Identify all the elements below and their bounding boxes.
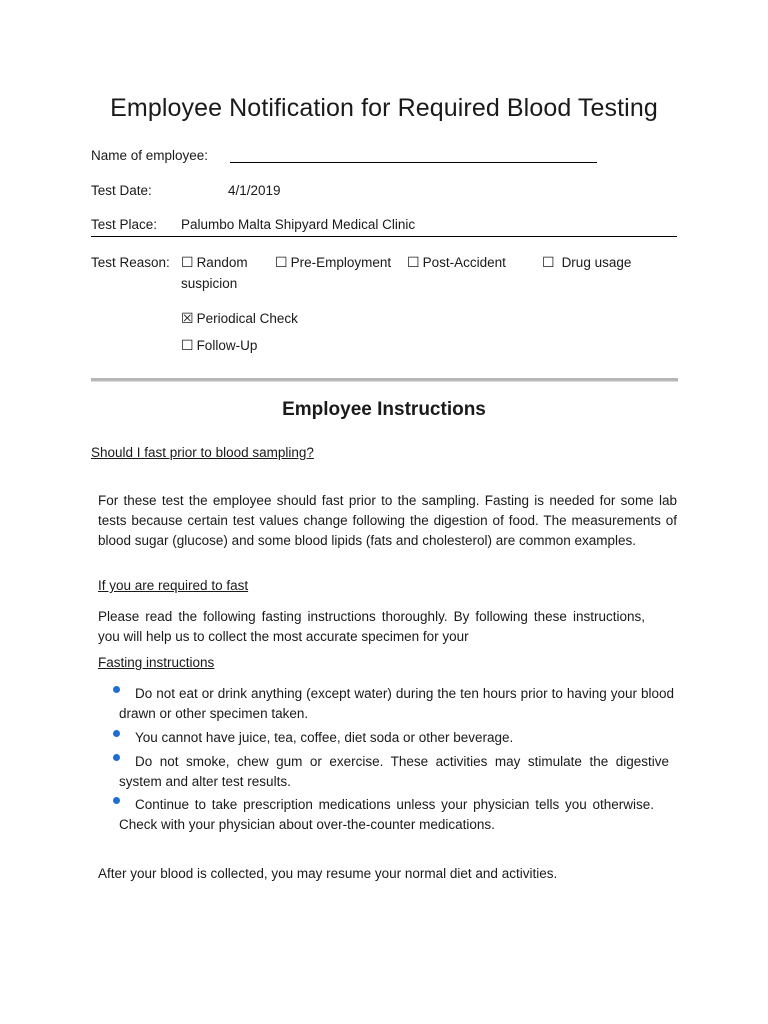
reason-random-label: Random — [196, 255, 248, 270]
checkbox-drug-usage[interactable]: ☐ — [542, 254, 555, 270]
checkbox-periodical-check[interactable]: ☒ — [181, 310, 194, 326]
reason-label: Test Reason: — [91, 255, 170, 270]
closing-paragraph: After your blood is collected, you may resume your normal diet and activities. — [98, 866, 558, 881]
reason-periodical-check[interactable] — [181, 310, 298, 327]
page-title: Employee Notification for Required Blood Testing — [110, 94, 658, 122]
section-divider — [91, 378, 678, 382]
place-divider — [91, 236, 677, 237]
place-label: Test Place: — [91, 217, 158, 232]
reason-periodical-check-label: Periodical Check — [196, 311, 298, 326]
required-heading: If you are required to fast — [98, 578, 249, 593]
question-heading: Should I fast prior to blood sampling? — [91, 445, 314, 460]
name-field[interactable] — [232, 148, 596, 163]
reason-random[interactable] — [181, 254, 248, 271]
reason-random-cont: suspicion — [181, 276, 238, 291]
reason-post-accident-label: Post-Accident — [422, 255, 506, 270]
reason-post-accident[interactable] — [407, 254, 506, 271]
checkbox-post-accident[interactable]: ☐ — [407, 254, 420, 270]
reason-follow-up-label: Follow-Up — [196, 338, 258, 353]
place-value: Palumbo Malta Shipyard Medical Clinic — [181, 217, 416, 232]
reason-drug-usage-label: Drug usage — [561, 255, 632, 270]
reason-follow-up[interactable] — [181, 337, 257, 354]
list-item: Do not eat or drink anything (except water) during the ten hours prior to having your blood drawn or other specimen taken. — [119, 686, 674, 721]
date-value: 4/1/2019 — [228, 183, 281, 198]
checkbox-pre-employment[interactable]: ☐ — [275, 254, 288, 270]
reason-pre-employment-label: Pre-Employment — [290, 255, 392, 270]
name-underline — [230, 162, 597, 163]
intro-paragraph: For these test the employee should fast prior to the sampling. Fasting is needed for some lab tests because certain test values change following the digestion of food. The measurements of blood sugar (glucose) and some blood lipids (fats and cholesterol) are common examples. — [98, 493, 677, 548]
checkbox-follow-up[interactable]: ☐ — [181, 337, 194, 353]
fasting-heading: Fasting instructions — [98, 655, 215, 670]
reason-pre-employment[interactable] — [275, 254, 391, 271]
date-label: Test Date: — [91, 183, 152, 198]
checkbox-random[interactable]: ☐ — [181, 254, 194, 270]
name-label: Name of employee: — [91, 148, 209, 163]
list-item: Do not smoke, chew gum or exercise. These activities may stimulate the digestive system and alter test results. — [119, 754, 669, 789]
required-paragraph: Please read the following fasting instructions thoroughly. By following these instructions, you will help us to collect the most accurate specimen for your — [98, 609, 645, 644]
list-item: Continue to take prescription medications unless your physician tells you otherwise. Check with your physician about over-the-counter medications. — [119, 797, 654, 832]
list-item: You cannot have juice, tea, coffee, diet soda or other beverage. — [135, 730, 514, 745]
section-title: Employee Instructions — [282, 399, 486, 420]
reason-drug-usage[interactable] — [542, 254, 631, 271]
